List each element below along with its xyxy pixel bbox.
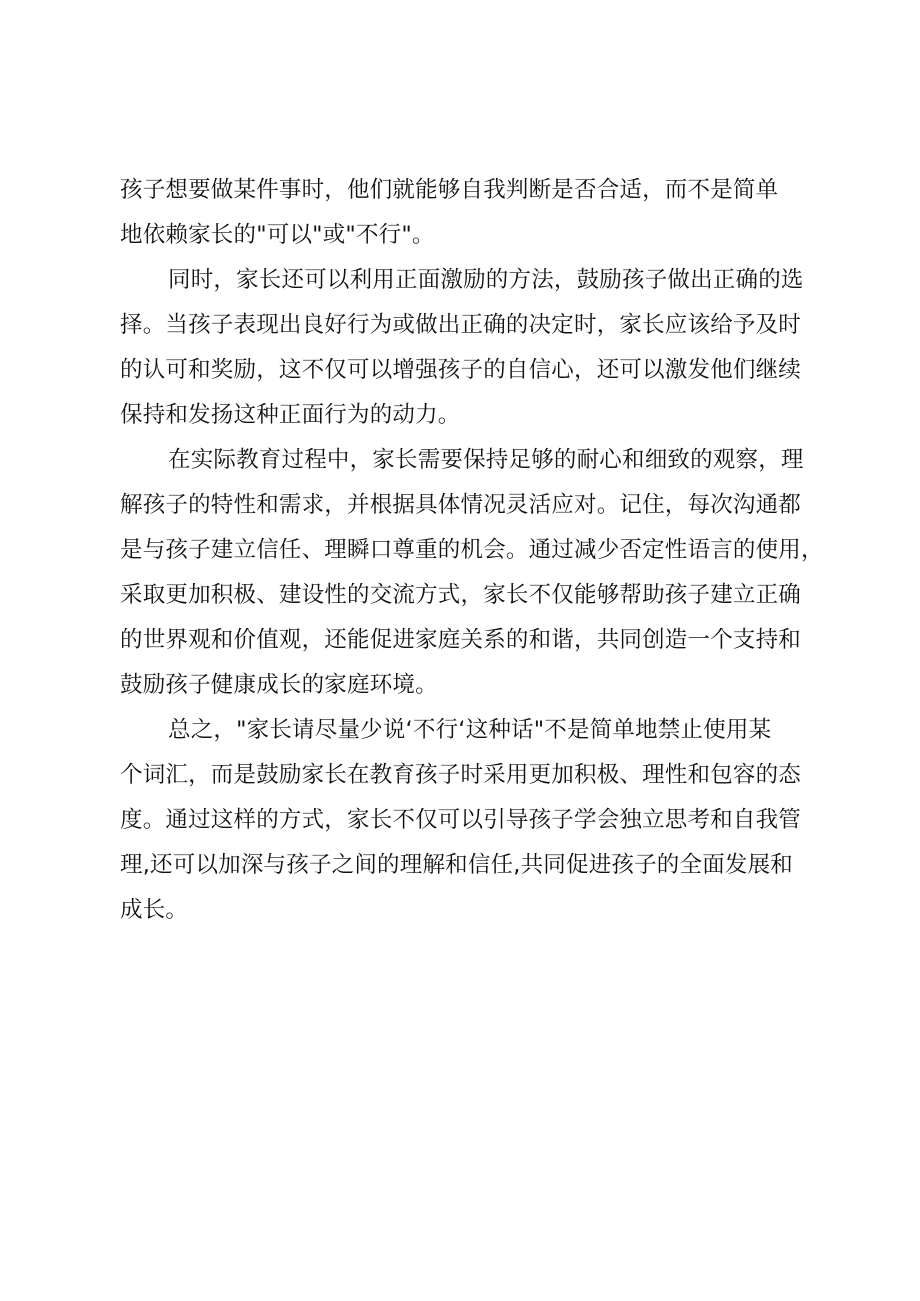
document-body — [120, 168, 824, 933]
text-line: 的世界观和价值观，还能促进家庭关系的和谐，共同创造一个支持和 — [120, 627, 802, 653]
text-line: 地依赖家长的"可以"或"不行"。 — [120, 222, 435, 248]
text-line: 孩子想要做某件事时，他们就能够自我判断是否合适，而不是简单 — [120, 177, 779, 203]
text-line: 的认可和奖励，这不仅可以增强孩子的自信心，还可以激发他们继续 — [120, 357, 802, 383]
text-line: 总之，"家长请尽量少说‘不行‘这种话"不是简单地禁止使用某 — [168, 717, 772, 743]
text-line: 是与孩子建立信任、理瞬口尊重的机会。通过减少否定性语言的使用， — [120, 537, 824, 563]
text-line: 保持和发扬这种正面行为的动力。 — [120, 402, 461, 428]
text-line: 鼓励孩子健康成长的家庭环境。 — [120, 672, 438, 698]
text-line: 解孩子的特性和需求，并根据具体情况灵活应对。记住，每次沟通都 — [120, 492, 802, 518]
text-line: 同时，家长还可以利用正面激励的方法，鼓励孩子做出正确的选 — [168, 267, 804, 293]
text-line: 成长。 — [120, 897, 189, 923]
text-line: 度。通过这样的方式，家长不仅可以引导孩子学会独立思考和自我管 — [120, 807, 802, 833]
text-line: 在实际教育过程中，家长需要保持足够的耐心和细致的观察，理 — [168, 447, 804, 473]
text-line: 个词汇，而是鼓励家长在教育孩子时采用更加积极、理性和包容的态 — [120, 762, 802, 788]
text-line: 理,还可以加深与孩子之间的理解和信任,共同促进孩子的全面发展和 — [120, 852, 794, 878]
text-line: 采取更加积极、建设性的交流方式，家长不仅能够帮助孩子建立正确 — [120, 582, 802, 608]
text-line: 择。当孩子表现出良好行为或做出正确的决定时，家长应该给予及时 — [120, 312, 802, 338]
